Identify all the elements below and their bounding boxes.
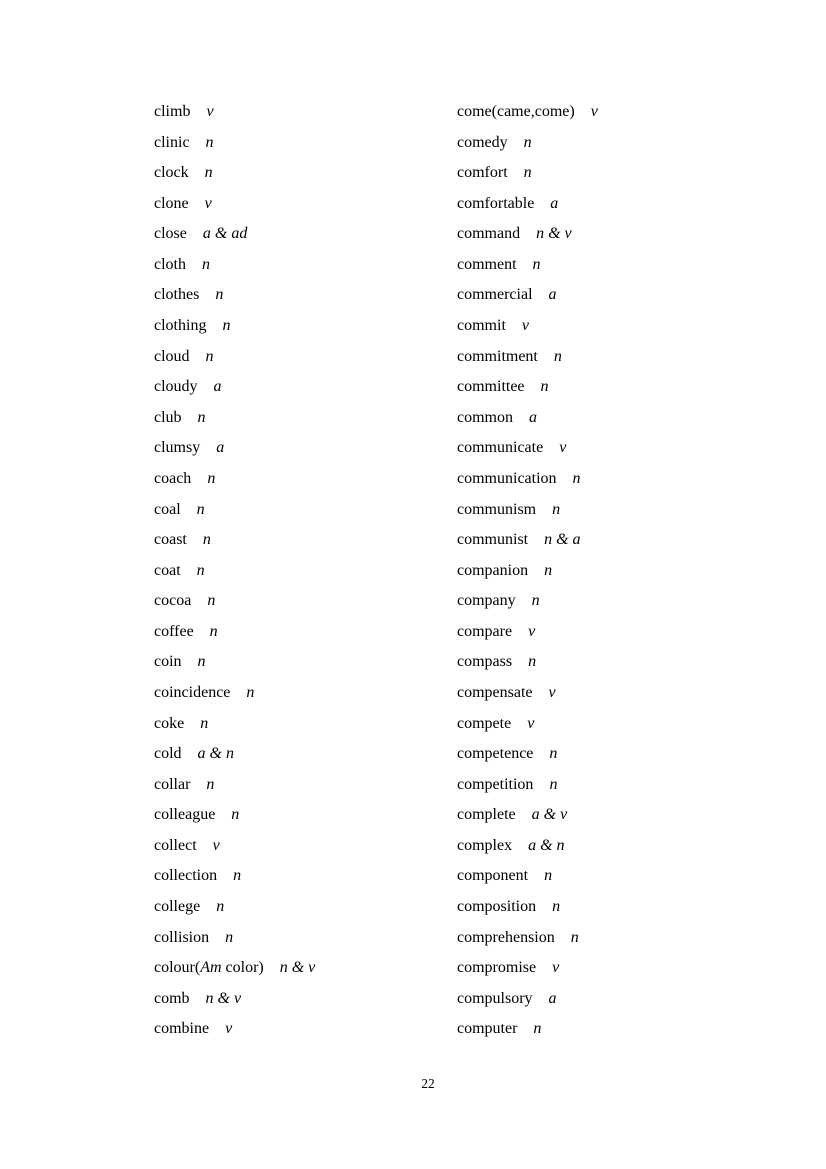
word-entry: [457, 892, 757, 923]
part-of-speech-label: n & a: [544, 531, 581, 549]
part-of-speech-label: n: [544, 561, 553, 579]
word-entry: [154, 189, 454, 220]
word-entry: [154, 128, 454, 159]
word-text: commit: [457, 317, 506, 335]
part-of-speech-label: n: [197, 408, 206, 426]
word-text: come(came,come): [457, 103, 575, 120]
word-text: committee: [457, 378, 525, 396]
part-of-speech-label: n: [552, 500, 561, 518]
word-text: compulsory: [457, 989, 533, 1007]
word-text: competence: [457, 745, 534, 763]
word-entry: [154, 433, 454, 464]
part-of-speech-label: a & v: [531, 806, 568, 824]
word-entry: [154, 831, 454, 862]
word-text: colleague: [154, 806, 216, 824]
word-text: clone: [154, 194, 189, 212]
part-of-speech-label: v: [528, 622, 536, 640]
word-text: coach: [154, 469, 192, 487]
word-entry: [457, 280, 757, 311]
part-of-speech-label: a: [529, 408, 537, 426]
word-entry: [457, 1014, 757, 1045]
part-of-speech-label: n: [552, 898, 561, 916]
word-text: comment: [457, 255, 517, 273]
part-of-speech-label: n: [231, 806, 240, 824]
word-entry: [154, 250, 454, 281]
word-text: comedy: [457, 133, 508, 151]
word-text: compete: [457, 714, 512, 732]
word-text: coat: [154, 561, 181, 579]
word-text: commercial: [457, 286, 533, 304]
word-entry: [154, 770, 454, 801]
word-entry: [154, 586, 454, 617]
part-of-speech-label: n: [197, 653, 206, 671]
word-entry: [154, 1014, 454, 1045]
word-text: compare: [457, 622, 513, 640]
word-entry: [457, 97, 757, 128]
part-of-speech-label: a & n: [528, 836, 565, 854]
word-entry: [154, 158, 454, 189]
part-of-speech-label: v: [559, 439, 567, 457]
part-of-speech-label: a & ad: [202, 225, 248, 243]
word-list-column-left: [154, 97, 454, 1045]
word-entry: [154, 464, 454, 495]
part-of-speech-label: n: [553, 347, 562, 365]
part-of-speech-label: a: [216, 439, 225, 457]
part-of-speech-label: n: [549, 745, 558, 763]
word-text: compensate: [457, 683, 533, 701]
word-entry: [154, 739, 454, 770]
word-text: collection: [154, 867, 218, 885]
word-entry: [457, 525, 757, 556]
word-text: comfort: [457, 164, 508, 182]
word-text: communicate: [457, 439, 544, 457]
word-text: command: [457, 225, 521, 243]
word-entry: [457, 770, 757, 801]
part-of-speech-label: n & v: [205, 989, 242, 1007]
word-text: collar: [154, 775, 191, 793]
word-entry: [457, 678, 757, 709]
word-text: coffee: [154, 622, 194, 640]
word-text: companion: [457, 561, 529, 579]
part-of-speech-label: v: [225, 1020, 233, 1038]
part-of-speech-label: n: [225, 928, 234, 946]
part-of-speech-label: n: [206, 775, 215, 793]
word-entry: [154, 342, 454, 373]
word-text: clumsy: [154, 439, 201, 457]
word-entry: [457, 953, 757, 984]
part-of-speech-label: n: [216, 898, 225, 916]
part-of-speech-label: v: [548, 683, 556, 701]
word-text: cloth: [154, 255, 186, 273]
word-entry: [457, 861, 757, 892]
word-entry: [154, 861, 454, 892]
part-of-speech-label: v: [552, 959, 560, 977]
word-text: compromise: [457, 959, 537, 977]
part-of-speech-label: n: [215, 286, 224, 304]
word-entry: [154, 311, 454, 342]
word-text: component: [457, 867, 529, 885]
word-entry: [457, 800, 757, 831]
word-text: computer: [457, 1020, 518, 1038]
word-text: college: [154, 898, 201, 916]
word-text: complex: [457, 836, 513, 854]
word-entry: [457, 128, 757, 159]
word-entry: [154, 892, 454, 923]
page-number: 22: [421, 1076, 435, 1091]
word-entry: [154, 800, 454, 831]
word-text: clinic: [154, 133, 190, 151]
word-entry: [154, 280, 454, 311]
word-entry: [154, 617, 454, 648]
word-entry: [154, 647, 454, 678]
word-text: coincidence: [154, 683, 231, 701]
part-of-speech-label: v: [212, 836, 220, 854]
word-entry: [154, 923, 454, 954]
word-text: complete: [457, 806, 516, 824]
word-entry: [457, 617, 757, 648]
word-entry: [154, 556, 454, 587]
word-text: communist: [457, 531, 529, 549]
word-text: competition: [457, 775, 534, 793]
part-of-speech-label: n: [209, 622, 218, 640]
word-entry: [457, 433, 757, 464]
part-of-speech-label: n: [570, 928, 579, 946]
word-entry: [457, 464, 757, 495]
part-of-speech-label: n: [544, 867, 553, 885]
part-of-speech-label: n: [205, 133, 214, 151]
word-text: clothes: [154, 286, 200, 304]
part-of-speech-label: n & v: [536, 225, 572, 243]
part-of-speech-label: n: [207, 469, 216, 487]
part-of-speech-label: v: [521, 317, 529, 335]
word-entry: [457, 403, 757, 434]
part-of-speech-label: n: [196, 500, 205, 518]
word-entry: [154, 709, 454, 740]
word-entry: [457, 586, 757, 617]
word-text: coin: [154, 653, 182, 671]
part-of-speech-label: n: [204, 164, 213, 182]
word-list-column-right: [457, 97, 757, 1045]
word-entry: [154, 97, 454, 128]
word-entry: [457, 984, 757, 1015]
word-text: coal: [154, 500, 181, 518]
word-entry: [154, 495, 454, 526]
word-entry: [457, 709, 757, 740]
part-of-speech-label: v: [204, 194, 212, 212]
word-text: commitment: [457, 347, 538, 365]
word-text: cocoa: [154, 592, 192, 610]
part-of-speech-label: a: [548, 286, 557, 304]
word-text: clothing: [154, 317, 207, 335]
word-entry: [154, 953, 454, 984]
word-text: comprehension: [457, 928, 555, 946]
word-entry: [457, 158, 757, 189]
part-of-speech-label: v: [206, 103, 214, 120]
word-entry: [457, 739, 757, 770]
part-of-speech-label: n & v: [279, 959, 316, 977]
word-text: colour(Am color): [154, 959, 264, 977]
word-entry: [154, 403, 454, 434]
word-entry: [457, 189, 757, 220]
part-of-speech-label: n: [549, 775, 558, 793]
part-of-speech-label: a: [550, 194, 559, 212]
part-of-speech-label: n: [207, 592, 216, 610]
part-of-speech-label: n: [572, 469, 581, 487]
word-entry: [154, 525, 454, 556]
part-of-speech-label: n: [528, 653, 537, 671]
word-text: communication: [457, 469, 557, 487]
word-entry: [457, 250, 757, 281]
word-text: composition: [457, 898, 537, 916]
part-of-speech-label: n: [202, 531, 211, 549]
word-text: cold: [154, 745, 182, 763]
word-entry: [457, 495, 757, 526]
part-of-speech-label: n: [205, 347, 214, 365]
part-of-speech-label: v: [527, 714, 535, 732]
part-of-speech-label: n: [222, 317, 231, 335]
word-text: cloud: [154, 347, 190, 365]
word-text: compass: [457, 653, 513, 671]
word-text: collision: [154, 928, 210, 946]
part-of-speech-label: a: [548, 989, 557, 1007]
word-entry: [457, 342, 757, 373]
word-entry: [154, 372, 454, 403]
word-entry: [457, 311, 757, 342]
word-text: coke: [154, 714, 185, 732]
part-of-speech-label: v: [590, 103, 598, 120]
word-text: comfortable: [457, 194, 535, 212]
word-entry: [457, 831, 757, 862]
word-entry: [457, 556, 757, 587]
word-text: coast: [154, 531, 187, 549]
word-entry: [457, 372, 757, 403]
part-of-speech-label: n: [533, 1020, 542, 1038]
part-of-speech-label: n: [523, 164, 532, 182]
word-text: common: [457, 408, 513, 426]
word-text: club: [154, 408, 182, 426]
part-of-speech-label: n: [523, 133, 532, 151]
word-text: close: [154, 225, 187, 243]
word-entry: [457, 219, 757, 250]
part-of-speech-label: a: [213, 378, 222, 396]
part-of-speech-label: n: [233, 867, 242, 885]
part-of-speech-label: n: [531, 592, 540, 610]
word-entry: [154, 984, 454, 1015]
part-of-speech-label: n: [246, 683, 255, 701]
word-entry: [154, 678, 454, 709]
part-of-speech-label: n: [532, 255, 541, 273]
word-text: communism: [457, 500, 537, 518]
part-of-speech-label: n: [200, 714, 209, 732]
part-of-speech-label: a & n: [197, 745, 234, 763]
part-of-speech-label: n: [540, 378, 549, 396]
word-text: cloudy: [154, 378, 198, 396]
word-text: company: [457, 592, 516, 610]
part-of-speech-label: n: [202, 255, 210, 273]
word-entry: [457, 647, 757, 678]
part-of-speech-label: n: [196, 561, 205, 579]
word-entry: [457, 923, 757, 954]
word-text: collect: [154, 836, 197, 854]
word-text: comb: [154, 989, 190, 1007]
word-entry: [154, 219, 454, 250]
word-text: climb: [154, 103, 191, 120]
word-text: clock: [154, 164, 189, 182]
word-text: combine: [154, 1020, 210, 1038]
